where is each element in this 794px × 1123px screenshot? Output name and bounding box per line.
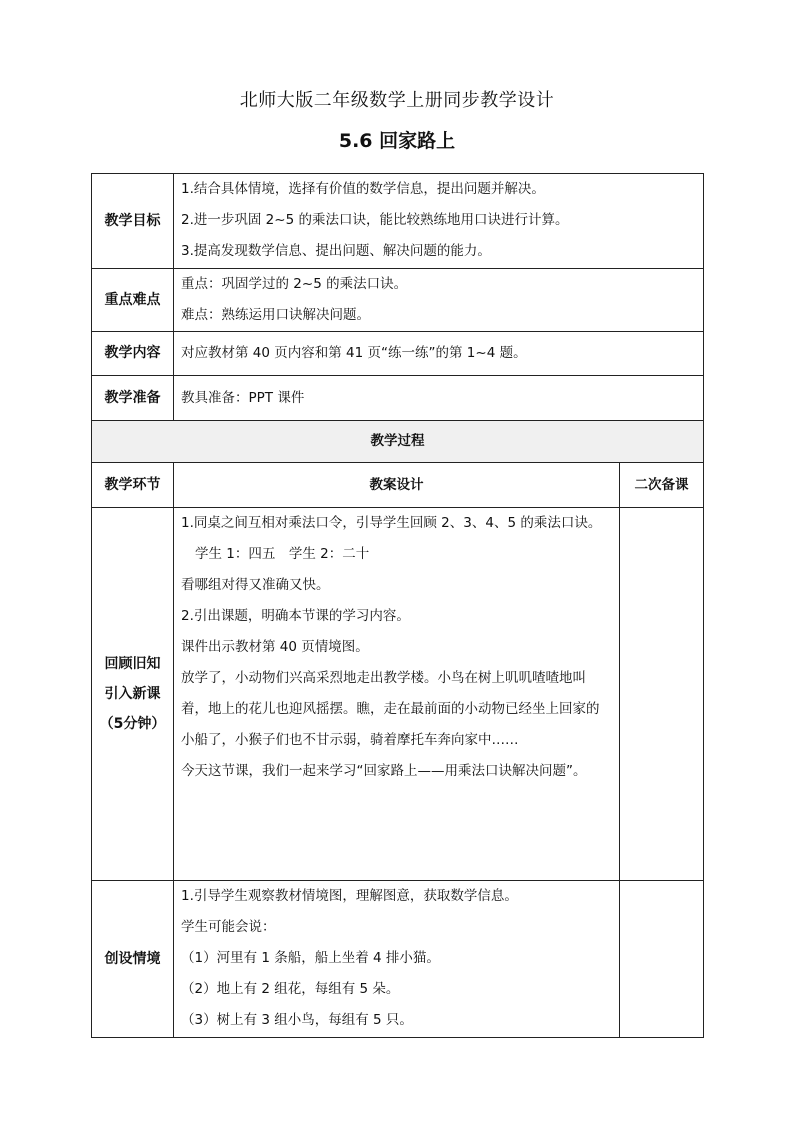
design-paragraph: 1.引导学生观察教材情境图，理解图意，获取数学信息。 xyxy=(181,888,518,904)
design-paragraph: （1）河里有 1 条船，船上坐着 4 排小猫。 xyxy=(181,950,440,966)
row-process-header xyxy=(92,421,704,463)
design-paragraph: 看哪组对得又准确又快。 xyxy=(181,577,330,593)
row-preparation xyxy=(92,376,704,421)
stage-label-line: 回顾旧知 xyxy=(104,656,161,672)
design-paragraph: 课件出示教材第 40 页情境图。 xyxy=(181,639,369,655)
keypoint-item: 难点：熟练运用口诀解决问题。 xyxy=(181,307,370,323)
stage-label-line: 引入新课 xyxy=(104,686,161,702)
content-text: 对应教材第 40 页内容和第 41 页“练一练”的第 1~4 题。 xyxy=(174,332,704,376)
design-paragraph: （3）树上有 3 组小鸟，每组有 5 只。 xyxy=(181,1012,413,1028)
objectives-label: 教学目标 xyxy=(92,174,174,269)
content-label: 教学内容 xyxy=(92,332,174,376)
document-title: 北师大版二年级数学上册同步教学设计 xyxy=(239,90,555,111)
row-situation xyxy=(92,881,704,1038)
column-header-revision: 二次备课 xyxy=(620,463,704,508)
objectives-cell xyxy=(174,174,704,269)
column-header-design: 教案设计 xyxy=(174,463,620,508)
lesson-plan-table xyxy=(91,173,704,1038)
design-paragraph: （2）地上有 2 组花，每组有 5 朵。 xyxy=(181,981,400,997)
review-intro-label xyxy=(92,508,174,881)
situation-design xyxy=(174,881,620,1038)
design-paragraph: 今天这节课，我们一起来学习“回家路上——用乘法口诀解决问题”。 xyxy=(181,763,587,779)
keypoint-item: 重点：巩固学过的 2~5 的乘法口诀。 xyxy=(181,276,408,292)
situation-label: 创设情境 xyxy=(92,881,174,1038)
preparation-text: 教具准备：PPT 课件 xyxy=(174,376,704,421)
situation-revision xyxy=(620,881,704,1038)
keypoints-label: 重点难点 xyxy=(92,269,174,332)
stage-label-line: （5分钟） xyxy=(99,716,166,732)
review-intro-design xyxy=(174,508,620,881)
row-content xyxy=(92,332,704,376)
design-paragraph: 2.引出课题，明确本节课的学习内容。 xyxy=(181,608,410,624)
row-objectives xyxy=(92,174,704,269)
row-column-headers xyxy=(92,463,704,508)
keypoints-cell xyxy=(174,269,704,332)
row-review-intro xyxy=(92,508,704,881)
preparation-label: 教学准备 xyxy=(92,376,174,421)
design-paragraph: 学生可能会说： xyxy=(181,919,276,935)
objective-item: 2.进一步巩固 2~5 的乘法口诀，能比较熟练地用口诀进行计算。 xyxy=(181,212,569,228)
design-paragraph: 1.同桌之间互相对乘法口令，引导学生回顾 2、3、4、5 的乘法口诀。 xyxy=(181,515,602,531)
lesson-title: 5.6 回家路上 xyxy=(338,130,456,152)
design-paragraph: 放学了，小动物们兴高采烈地走出教学楼。小鸟在树上叽叽喳喳地叫着，地上的花儿也迎风摇摆。瞧，走在最前面的小动物已经坐上回家的小船了，小猴子们也不甘示弱，骑着摩托车奔向家中…… xyxy=(181,670,600,748)
objective-item: 3.提高发现数学信息、提出问题、解决问题的能力。 xyxy=(181,243,491,259)
objective-item: 1.结合具体情境，选择有价值的数学信息，提出问题并解决。 xyxy=(181,181,545,197)
review-intro-revision xyxy=(620,508,704,881)
row-keypoints xyxy=(92,269,704,332)
process-header: 教学过程 xyxy=(92,421,704,463)
column-header-stage: 教学环节 xyxy=(92,463,174,508)
design-paragraph: 学生 1：四五 学生 2：二十 xyxy=(195,546,370,562)
